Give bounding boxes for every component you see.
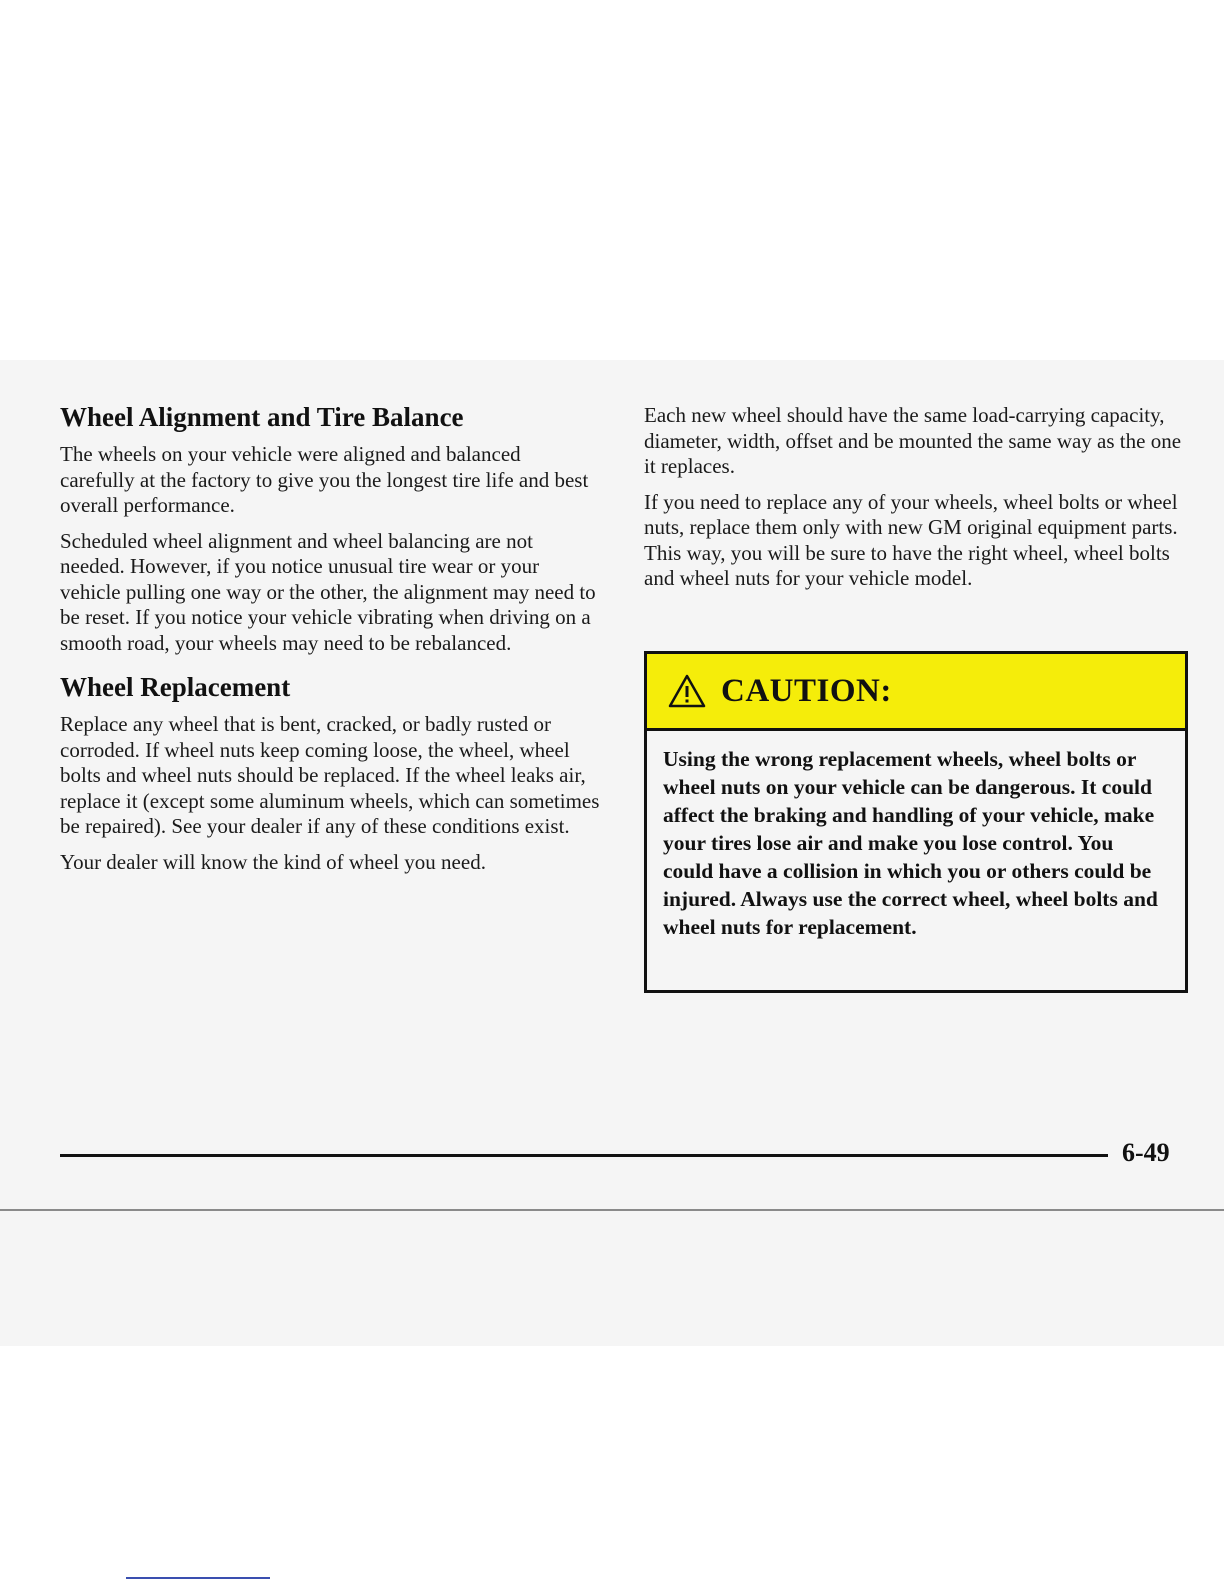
caution-body: Using the wrong replacement wheels, wheel bolts or wheel nuts on your vehicle can be dangerous. It could affect the braking and handling of your vehicle, make your tires lose air and make you lose control. You could have a collision in which you or others could be injured. Always use the correct wheel, wheel bolts and wheel nuts for replacement. — [663, 747, 1158, 939]
replacement-paragraph-1: Replace any wheel that is bent, cracked, or badly rusted or corroded. If wheel nuts keep coming loose, the wheel, wheel bolts and wheel nuts should be replaced. If the wheel leaks air, replace it (except some aluminum wheels, which can sometimes be repaired). See your dealer if any of these conditions exist. — [60, 712, 600, 838]
caution-title: CAUTION: — [721, 672, 892, 709]
alignment-paragraph-1: The wheels on your vehicle were aligned and balanced carefully at the factory to give you the longest tire life and best overall performance. — [60, 442, 589, 517]
right-column — [644, 403, 1184, 602]
replacement-paragraph-2: Your dealer will know the kind of wheel you need. — [60, 849, 486, 874]
caution-header — [647, 654, 1185, 731]
section-heading-wheel-alignment: Wheel Alignment and Tire Balance — [60, 402, 464, 432]
page-number: 6-49 — [1122, 1138, 1170, 1167]
bottom-divider — [0, 1209, 1224, 1211]
right-paragraph-2: If you need to replace any of your wheels, wheel bolts or wheel nuts, replace them only with new GM original equipment parts. This way, you will be sure to have the right wheel, wheel bolts and wheel nuts for your vehicle model. — [644, 489, 1178, 590]
right-paragraph-1: Each new wheel should have the same load-carrying capacity, diameter, width, offset and be mounted the same way as the one it replaces. — [644, 403, 1182, 478]
left-column — [60, 400, 600, 885]
alignment-paragraph-2: Scheduled wheel alignment and wheel balancing are not needed. However, if you notice unusual tire wear or your vehicle pulling one way or the other, the alignment may need to be reset. If you notice your vehicle vibrating when driving on a smooth road, your wheels may need to be rebalanced. — [60, 528, 596, 655]
footer-rule — [60, 1154, 1108, 1157]
section-heading-wheel-replacement: Wheel Replacement — [60, 672, 291, 702]
caution-box — [644, 651, 1188, 993]
link-underline — [126, 1577, 270, 1579]
warning-triangle-icon — [667, 673, 707, 709]
